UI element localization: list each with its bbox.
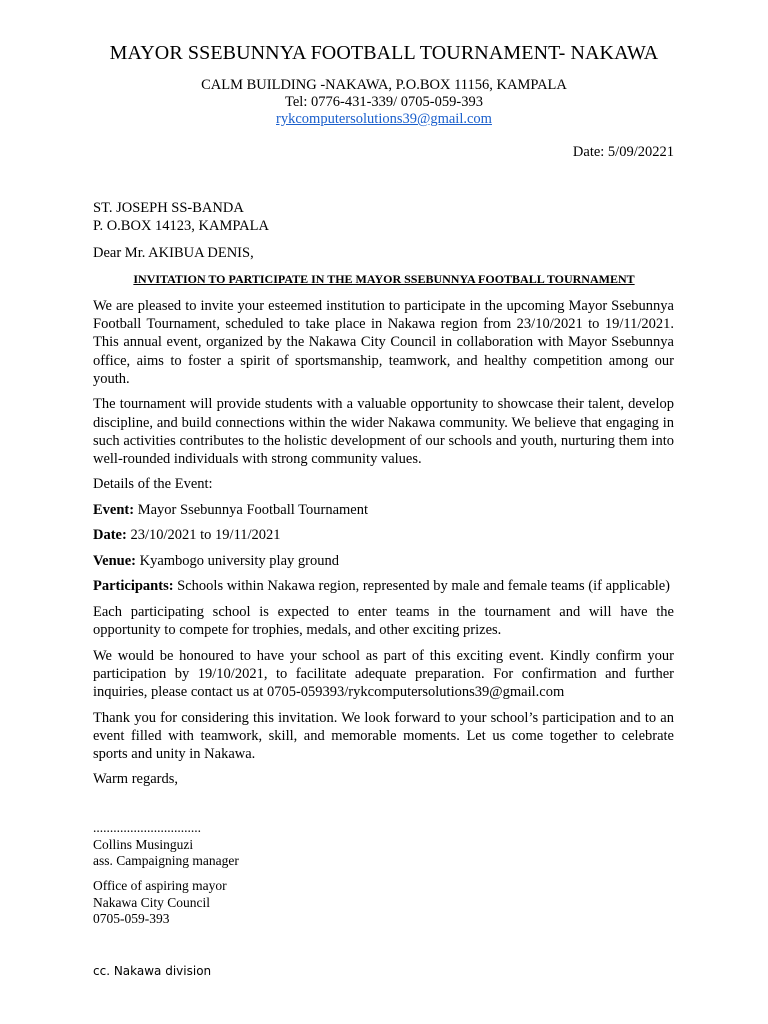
office-block	[93, 878, 227, 928]
letterhead-contact	[0, 77, 768, 128]
office-line-1: Office of aspiring mayor	[93, 878, 227, 893]
detail-date-label: Date:	[93, 527, 127, 544]
letterhead-tel: Tel: 0776-431-339/ 0705-059-393	[285, 94, 483, 110]
office-line-2: Nakawa City Council	[93, 894, 210, 910]
signatory-role: ass. Campaigning manager	[93, 853, 239, 868]
salutation: Dear Mr. AKIBUA DENIS,	[93, 245, 254, 261]
detail-participants-value: Schools within Nakawa region, represented by male and female teams (if applicable)	[173, 578, 670, 595]
detail-venue	[93, 552, 674, 570]
paragraph-thanks: Thank you for considering this invitation. We look forward to your school’s participation and to an event filled with teamwork, skill, and memorable moments. Let us come together to celebrate sports and unity in Nakawa.	[93, 709, 674, 762]
subject-line: INVITATION TO PARTICIPATE IN THE MAYOR SSEBUNNYA FOOTBALL TOURNAMENT	[133, 272, 635, 286]
detail-date-value: 23/10/2021 to 19/11/2021	[126, 527, 281, 544]
closing: Warm regards,	[93, 771, 178, 788]
detail-date	[93, 526, 674, 544]
signature-block	[93, 820, 239, 870]
letterhead-email-link[interactable]: rykcomputersolutions39@gmail.com	[276, 111, 492, 127]
details-intro: Details of the Event:	[93, 476, 213, 493]
detail-participants	[93, 577, 674, 595]
detail-venue-label: Venue:	[93, 552, 136, 569]
paragraph-invitation: We are pleased to invite your esteemed institution to participate in the upcoming Mayor Ssebunnya Football Tournament, scheduled to take place in Nakawa region from 23/10/2021 to 19/11/2021. This annual event, organized by the Nakawa City Council in collaboration with Mayor Ssebunnya office, aims to foster a spirit of sportsmanship, teamwork, and healthy competition among our youth.	[93, 298, 674, 387]
letterhead-title: MAYOR SSEBUNNYA FOOTBALL TOURNAMENT- NAKAWA	[109, 42, 659, 64]
recipient-address	[93, 199, 269, 235]
cc-line: cc. Nakawa division	[93, 964, 212, 978]
detail-event	[93, 501, 674, 519]
detail-event-label: Event:	[93, 501, 135, 518]
letterhead-address: CALM BUILDING -NAKAWA, P.O.BOX 11156, KAMPALA	[201, 77, 567, 93]
signatory-name: Collins Musinguzi	[93, 836, 194, 852]
paragraph-confirmation: We would be honoured to have your school as part of this exciting event. Kindly confirm your participation by 19/10/2021, to facilitate adequate preparation. For confirmation and further inquiries, please contact us at 0705-059393/rykcomputersolutions39@gmail.com	[93, 647, 674, 701]
paragraph-benefits: The tournament will provide students with a valuable opportunity to showcase their talent, develop discipline, and build connections within the wider Nakawa community. We believe that engaging in such activities contributes to the holistic development of our schools and youth, nurturing them into well-rounded individuals with strong community values.	[93, 396, 674, 467]
detail-participants-label: Participants:	[93, 578, 174, 595]
letter-date: Date: 5/09/20221	[572, 144, 674, 160]
detail-venue-value: Kyambogo university play ground	[135, 552, 339, 569]
signature-line: ................................	[93, 820, 201, 835]
paragraph-prizes: Each participating school is expected to enter teams in the tournament and will have the opportunity to compete for trophies, medals, and other exciting prizes.	[93, 603, 674, 639]
recipient-line-1: ST. JOSEPH SS-BANDA	[93, 200, 244, 216]
recipient-line-2: P. O.BOX 14123, KAMPALA	[93, 218, 269, 234]
office-line-3: 0705-059-393	[93, 911, 170, 926]
detail-event-value: Mayor Ssebunnya Football Tournament	[134, 501, 369, 518]
letter-body	[93, 297, 674, 796]
